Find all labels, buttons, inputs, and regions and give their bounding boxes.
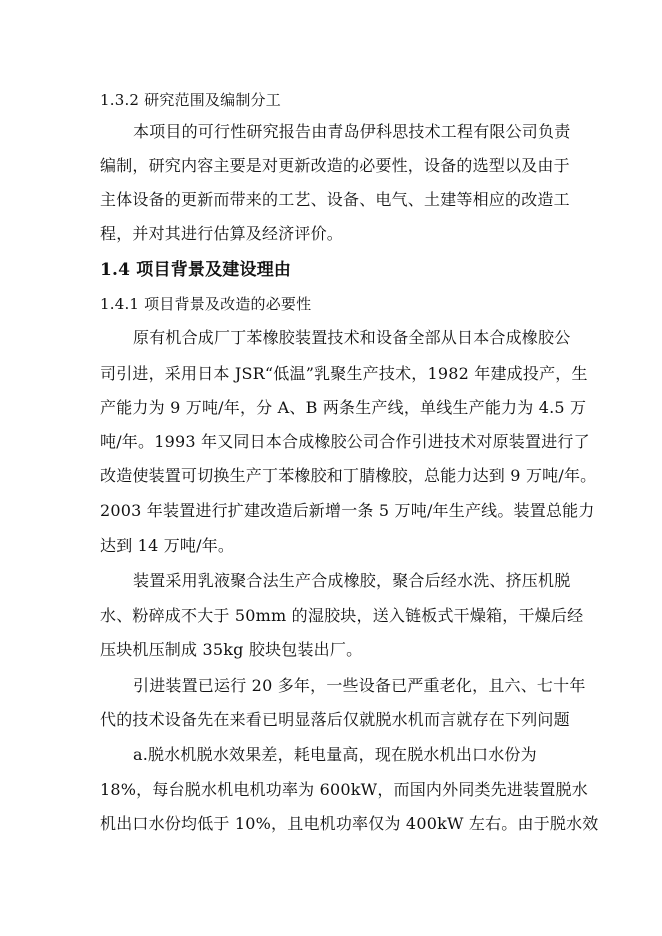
paragraph-line: 2003 年装置进行扩建改造后新增一条 5 万吨/年生产线。装置总能力: [100, 501, 595, 520]
paragraph-line: 原有机合成厂丁苯橡胶装置技术和设备全部从日本合成橡胶公: [133, 328, 571, 347]
paragraph-line: a.脱水机脱水效果差，耗电量高，现在脱水机出口水份为: [133, 745, 537, 764]
paragraph-line: 达到 14 万吨/年。: [100, 536, 235, 555]
paragraph-line: 司引进，采用日本 JSR“低温”乳聚生产技术，1982 年建成投产，生: [100, 364, 588, 383]
paragraph-line: 代的技术设备先在来看已明显落后仅就脱水机而言就存在下列问题: [100, 710, 570, 729]
section-heading-1-4: 1.4 项目背景及建设理由: [100, 260, 292, 280]
paragraph-line: 机出口水份均低于 10%，且电机功率仅为 400kW 左右。由于脱水效: [100, 814, 599, 833]
paragraph-line: 18%，每台脱水机电机功率为 600kW，而国内外同类先进装置脱水: [100, 780, 588, 799]
paragraph-line: 主体设备的更新而带来的工艺、设备、电气、土建等相应的改造工: [100, 190, 570, 209]
paragraph-line: 编制，研究内容主要是对更新改造的必要性，设备的选型以及由于: [100, 156, 570, 175]
section-heading-1-3-2: 1.3.2 研究范围及编制分工: [100, 91, 281, 109]
paragraph-line: 程，并对其进行估算及经济评价。: [100, 224, 344, 243]
paragraph-line: 本项目的可行性研究报告由青岛伊科思技术工程有限公司负责: [133, 122, 571, 141]
paragraph-line: 装置采用乳液聚合法生产合成橡胶，聚合后经水洗、挤压机脱: [133, 571, 571, 590]
paragraph-line: 引进装置已运行 20 多年，一些设备已严重老化，且六、七十年: [133, 676, 586, 695]
paragraph-line: 压块机压制成 35kg 胶块包装出厂。: [100, 640, 363, 659]
section-heading-1-4-1: 1.4.1 项目背景及改造的必要性: [100, 295, 312, 313]
paragraph-line: 产能力为 9 万吨/年，分 A、B 两条生产线，单线生产能力为 4.5 万: [100, 398, 587, 417]
paragraph-line: 吨/年。1993 年又同日本合成橡胶公司合作引进技术对原装置进行了: [100, 432, 590, 451]
paragraph-line: 改造使装置可切换生产丁苯橡胶和丁腈橡胶，总能力达到 9 万吨/年。: [100, 466, 597, 485]
paragraph-line: 水、粉碎成不大于 50mm 的湿胶块，送入链板式干燥箱，干燥后经: [100, 606, 584, 625]
